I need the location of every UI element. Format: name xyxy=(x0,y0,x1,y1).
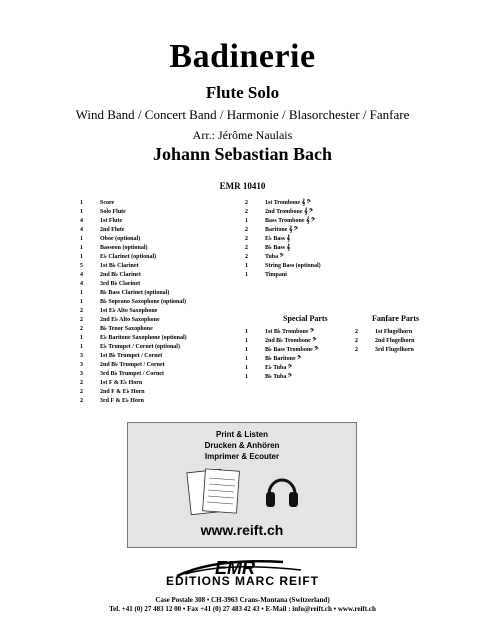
part-quantity: 2 xyxy=(80,308,83,314)
promo-line-2: Drucken & Anhören xyxy=(204,441,280,450)
part-name: 2nd E♭ Alto Saxophone xyxy=(100,317,160,323)
part-quantity: 1 xyxy=(245,263,248,269)
part-name: B♭ Tenor Saxophone xyxy=(100,326,153,332)
part-row xyxy=(80,388,187,397)
publisher-contact: Tel. +41 (0) 27 483 12 00 • Fax +41 (0) 27 483 42 43 • E-Mail : info@reift.ch • www.reift.ch xyxy=(109,605,376,613)
part-quantity: 4 xyxy=(80,227,83,233)
publisher-name: EDITIONS MARC REIFT xyxy=(166,574,319,588)
part-quantity: 2 xyxy=(355,347,358,353)
part-quantity: 4 xyxy=(80,281,83,287)
part-quantity: 4 xyxy=(80,272,83,278)
fanfare-parts-list xyxy=(355,328,415,355)
part-name: B♭ Bass 𝄞 xyxy=(265,245,291,251)
part-row xyxy=(80,208,187,217)
publisher-address: Case Postale 308 • CH-3963 Crans-Montana (Switzerland) xyxy=(155,596,330,604)
part-row xyxy=(80,343,187,352)
part-name: B♭ Tuba 𝄢 xyxy=(265,374,292,380)
part-name: E♭ Baritone Saxophone (optional) xyxy=(100,335,187,341)
part-row xyxy=(80,280,187,289)
part-row xyxy=(245,253,321,262)
part-row xyxy=(80,334,187,343)
part-name: E♭ Trumpet / Cornet (optional) xyxy=(100,344,180,350)
part-name: Oboe (optional) xyxy=(100,236,141,242)
catalog-code: EMR 10410 xyxy=(219,181,266,191)
part-name: Bassoon (optional) xyxy=(100,245,148,251)
fanfare-parts-header: Fanfare Parts xyxy=(372,314,420,323)
part-row xyxy=(245,226,321,235)
part-quantity: 2 xyxy=(355,329,358,335)
part-name: String Bass (optional) xyxy=(265,263,321,269)
part-row xyxy=(355,328,415,337)
composer: Johann Sebastian Bach xyxy=(152,144,333,164)
part-row xyxy=(80,253,187,262)
arrangement-line: Wind Band / Concert Band / Harmonie / Blasorchester / Fanfare xyxy=(75,107,410,122)
part-name: 1st B♭ Trumpet / Cornet xyxy=(100,353,163,359)
part-row xyxy=(245,328,318,337)
part-row xyxy=(80,397,187,406)
part-row xyxy=(80,235,187,244)
part-name: 2nd Flugelhorn xyxy=(375,338,415,344)
part-quantity: 1 xyxy=(80,299,83,305)
part-name: 1st Flute xyxy=(100,218,123,224)
part-quantity: 1 xyxy=(245,356,248,362)
part-name: 2nd B♭ Trumpet / Cornet xyxy=(100,362,165,368)
part-name: Bass Trombone 𝄞 𝄢 xyxy=(265,218,315,224)
part-quantity: 2 xyxy=(80,389,83,395)
part-quantity: 1 xyxy=(245,374,248,380)
part-name: Baritone 𝄞 𝄢 xyxy=(265,227,298,233)
part-quantity: 1 xyxy=(80,290,83,296)
part-row xyxy=(245,355,318,364)
part-name: 1st F & E♭ Horn xyxy=(100,380,143,386)
part-quantity: 1 xyxy=(245,218,248,224)
special-parts-header: Special Parts xyxy=(283,314,328,323)
part-quantity: 2 xyxy=(245,227,248,233)
part-row xyxy=(80,361,187,370)
part-row xyxy=(80,289,187,298)
part-row xyxy=(245,337,318,346)
part-name: Timpani xyxy=(265,272,287,278)
parts-list-left xyxy=(80,199,187,406)
part-name: 1st B♭ Trombone 𝄢 xyxy=(265,329,314,335)
part-name: Solo Flute xyxy=(100,209,126,215)
part-quantity: 4 xyxy=(80,218,83,224)
part-name: 2nd Trombone 𝄞 𝄢 xyxy=(265,209,313,215)
part-quantity: 1 xyxy=(80,344,83,350)
part-quantity: 2 xyxy=(80,326,83,332)
part-name: Tuba 𝄢 xyxy=(265,254,284,260)
title: Badinerie xyxy=(169,38,316,75)
part-row xyxy=(355,337,415,346)
part-row xyxy=(80,226,187,235)
part-quantity: 2 xyxy=(245,200,248,206)
part-row xyxy=(245,244,321,253)
part-name: 1st Trombone 𝄞 𝄢 xyxy=(265,200,311,206)
part-row xyxy=(245,217,321,226)
part-name: 3rd Flugelhorn xyxy=(375,347,414,353)
part-name: B♭ Soprano Saxophone (optional) xyxy=(100,299,187,305)
part-row xyxy=(80,325,187,334)
part-name: 3rd B♭ Trumpet / Cornet xyxy=(100,371,164,377)
part-quantity: 2 xyxy=(80,317,83,323)
part-quantity: 1 xyxy=(245,338,248,344)
part-quantity: 3 xyxy=(80,362,83,368)
part-name: 3rd F & E♭ Horn xyxy=(100,398,144,404)
part-quantity: 1 xyxy=(80,254,83,260)
part-name: E♭ Tuba 𝄢 xyxy=(265,365,292,371)
promo-line-1: Print & Listen xyxy=(215,430,268,439)
part-quantity: 2 xyxy=(245,245,248,251)
part-quantity: 2 xyxy=(80,398,83,404)
part-name: 1st Flugelhorn xyxy=(375,329,413,335)
part-name: 1st E♭ Alto Saxophone xyxy=(100,308,158,314)
part-quantity: 1 xyxy=(80,245,83,251)
part-row xyxy=(245,364,318,373)
part-quantity: 1 xyxy=(245,272,248,278)
part-name: 2nd F & E♭ Horn xyxy=(100,389,145,395)
part-quantity: 5 xyxy=(80,263,83,269)
part-row xyxy=(245,208,321,217)
part-row xyxy=(245,346,318,355)
parts-list-right xyxy=(245,199,321,280)
part-name: Score xyxy=(100,200,115,206)
subtitle: Flute Solo xyxy=(205,83,280,102)
part-row xyxy=(80,370,187,379)
special-parts-list xyxy=(245,328,318,382)
part-name: 2nd B♭ Clarinet xyxy=(100,272,141,278)
part-quantity: 1 xyxy=(80,236,83,242)
part-quantity: 2 xyxy=(245,236,248,242)
part-quantity: 1 xyxy=(245,365,248,371)
part-row xyxy=(245,199,321,208)
part-name: B♭ Bass Trombone 𝄢 xyxy=(265,347,319,353)
part-row xyxy=(80,352,187,361)
part-row xyxy=(245,373,318,382)
part-row xyxy=(80,379,187,388)
part-quantity: 2 xyxy=(80,380,83,386)
part-row xyxy=(245,271,321,280)
part-name: E♭ Clarinet (optional) xyxy=(100,254,157,260)
part-name: E♭ Bass 𝄞 xyxy=(265,236,291,242)
part-quantity: 1 xyxy=(80,200,83,206)
part-quantity: 2 xyxy=(245,254,248,260)
part-row xyxy=(80,307,187,316)
part-name: 2nd Flute xyxy=(100,227,125,233)
part-name: 2nd B♭ Trombone 𝄢 xyxy=(265,338,317,344)
part-row xyxy=(80,199,187,208)
part-quantity: 1 xyxy=(80,335,83,341)
part-quantity: 1 xyxy=(80,209,83,215)
website-url[interactable]: www.reift.ch xyxy=(200,522,284,538)
part-name: B♭ Bass Clarinet (optional) xyxy=(100,290,170,296)
part-row xyxy=(80,316,187,325)
part-quantity: 3 xyxy=(80,371,83,377)
part-row xyxy=(80,244,187,253)
print-listen-box xyxy=(127,422,357,548)
part-row xyxy=(245,262,321,271)
part-row xyxy=(245,235,321,244)
part-name: 1st B♭ Clarinet xyxy=(100,263,139,269)
part-quantity: 3 xyxy=(80,353,83,359)
part-row xyxy=(80,262,187,271)
part-quantity: 2 xyxy=(355,338,358,344)
part-row xyxy=(80,298,187,307)
promo-line-3: Imprimer & Ecouter xyxy=(204,452,280,461)
part-name: B♭ Baritone 𝄢 xyxy=(265,356,302,362)
part-quantity: 2 xyxy=(245,209,248,215)
part-name: 3rd B♭ Clarinet xyxy=(100,281,141,287)
part-quantity: 1 xyxy=(245,347,248,353)
part-row xyxy=(80,217,187,226)
part-row xyxy=(80,271,187,280)
part-quantity: 1 xyxy=(245,329,248,335)
part-row xyxy=(355,346,415,355)
headphones-icon xyxy=(264,468,300,514)
logo-text: EMR xyxy=(215,558,255,578)
sheet-music-icon xyxy=(186,466,256,518)
arranger: Arr.: Jérôme Naulais xyxy=(192,128,293,142)
